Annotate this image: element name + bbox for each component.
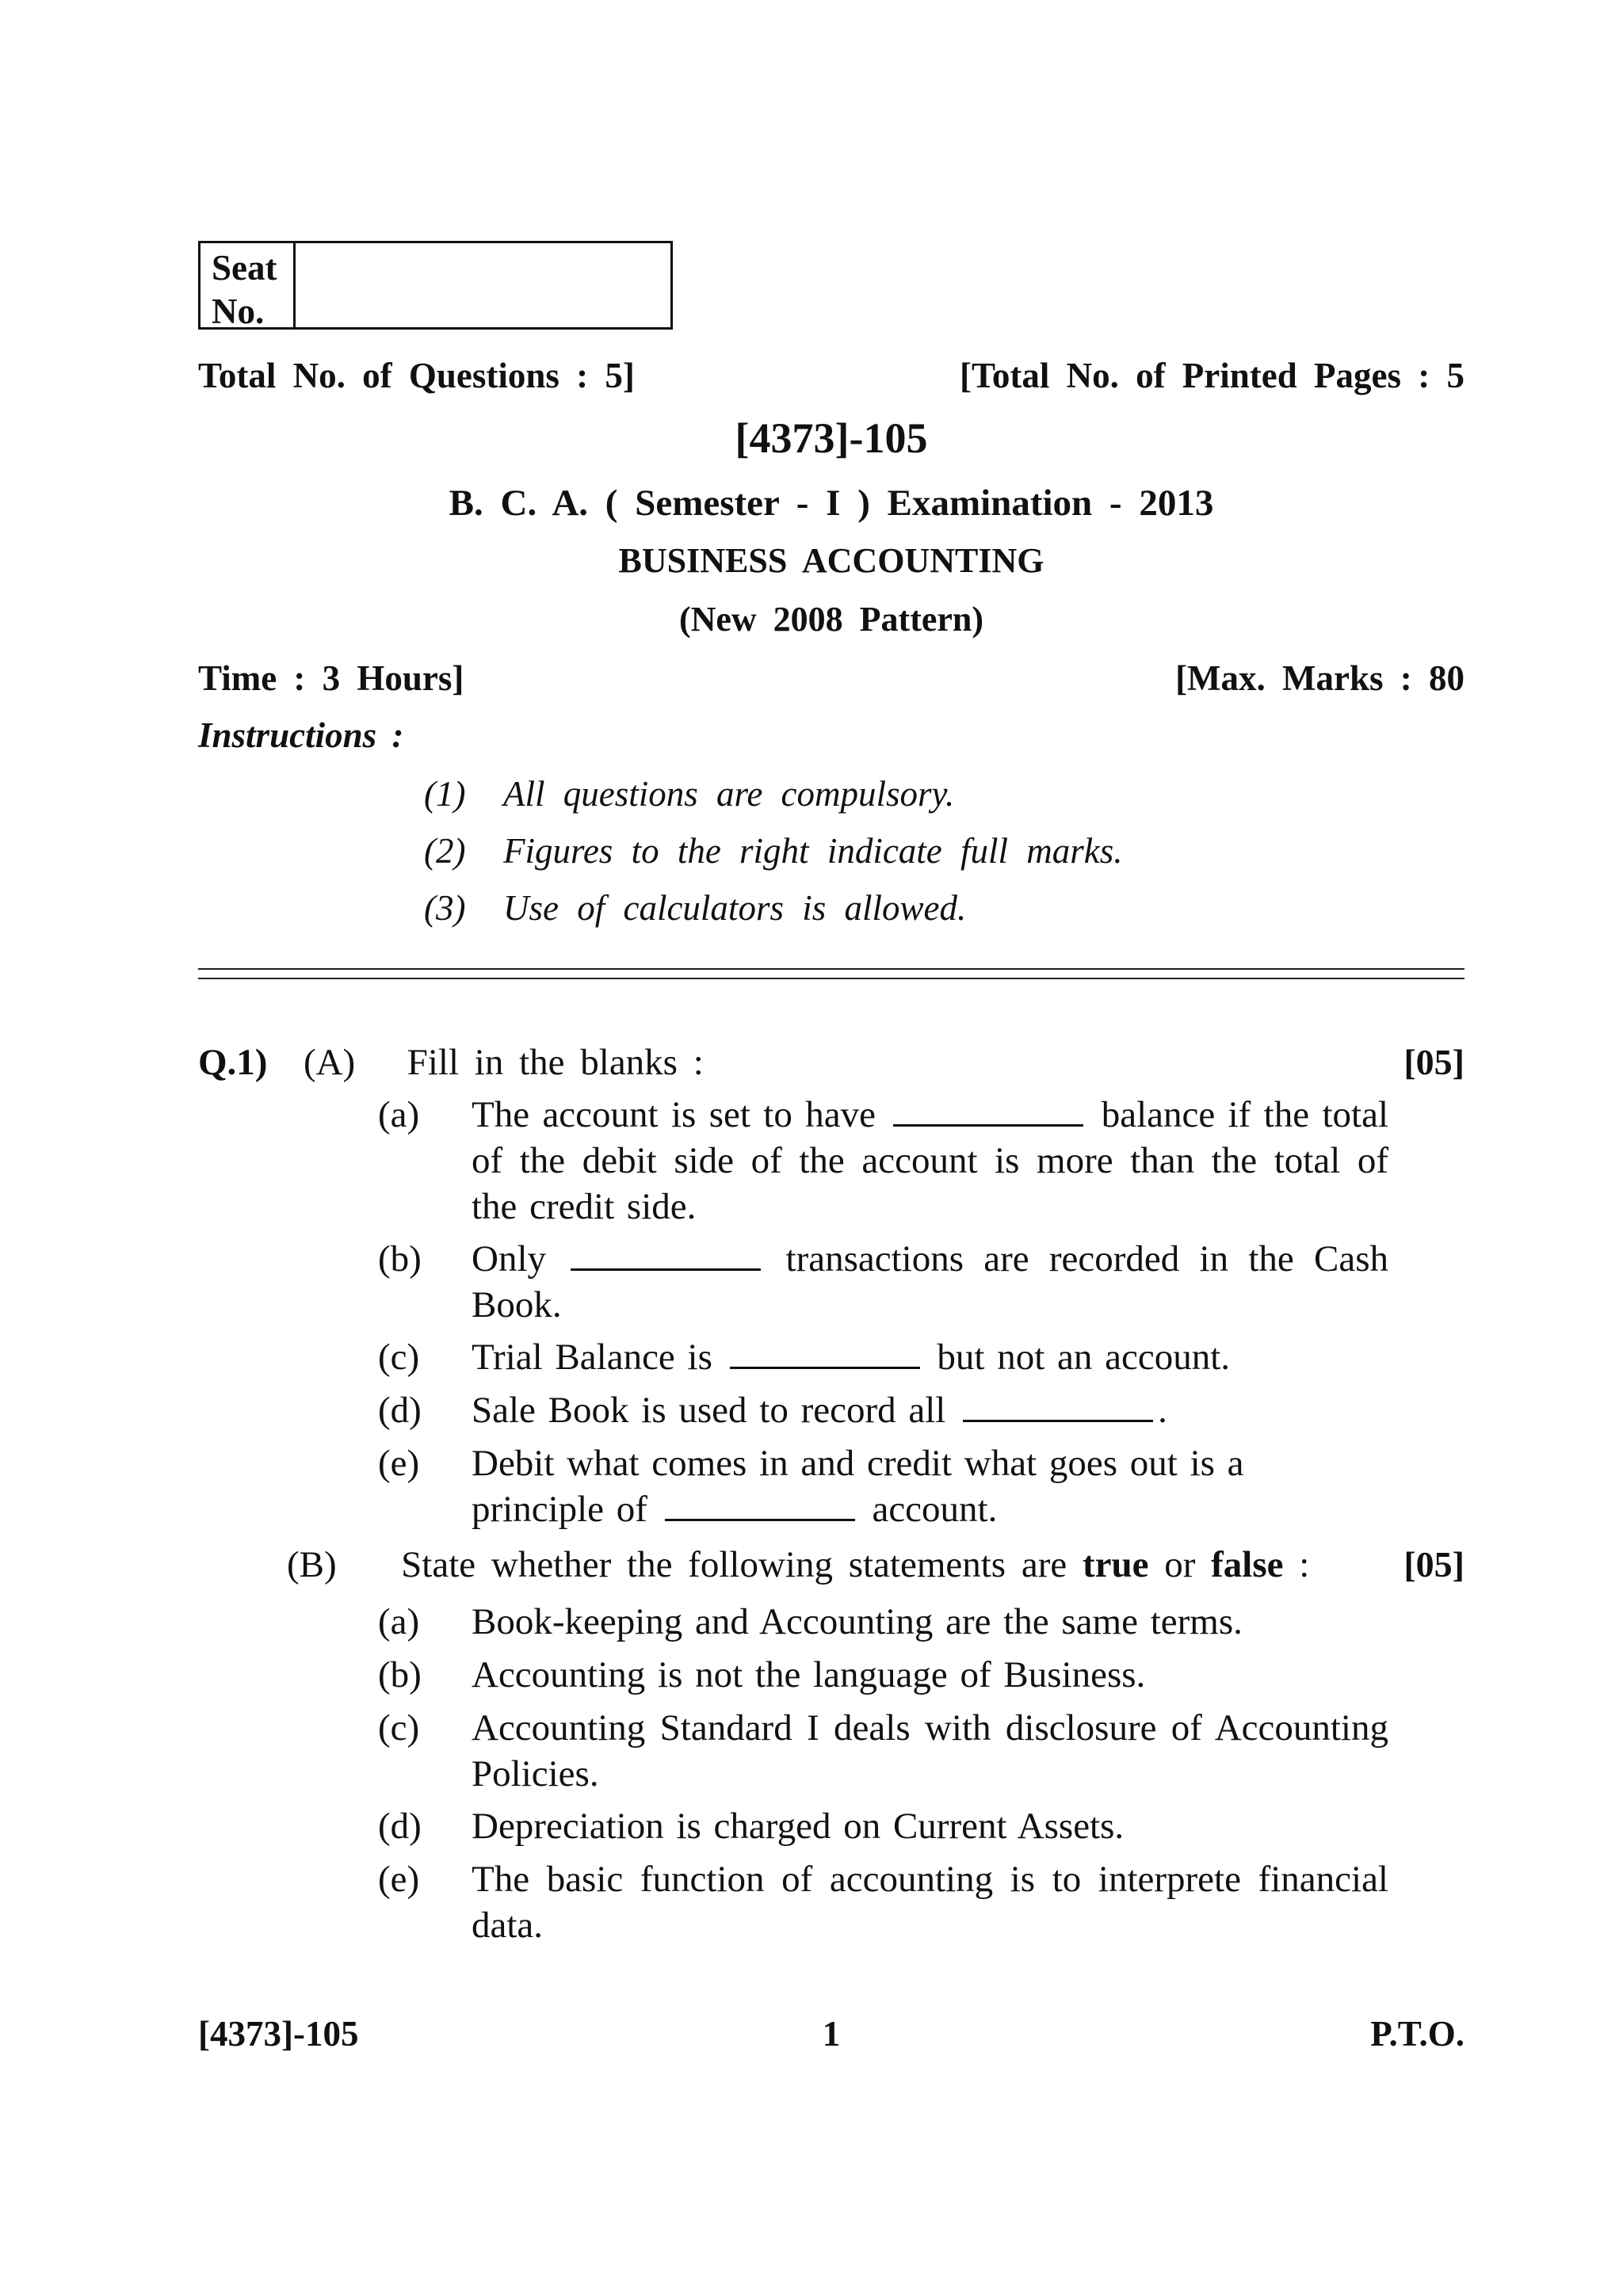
- instruction-item: [424, 776, 954, 812]
- part-label: (B): [287, 1544, 337, 1585]
- answer-blank: [963, 1390, 1153, 1422]
- question-heading-q1a: [198, 1044, 704, 1081]
- item-text: .: [1158, 1390, 1167, 1431]
- item-text: Book-keeping and Accounting are the same terms.: [472, 1601, 1243, 1642]
- question-item: [378, 1652, 1388, 1698]
- seat-number-label: Seat No.: [200, 243, 296, 327]
- question-item: [378, 1334, 1388, 1380]
- question-item: [378, 1803, 1388, 1849]
- instruction-text: Use of calculators is allowed.: [503, 888, 967, 928]
- item-text: Only: [472, 1238, 546, 1280]
- question-item: [378, 1236, 1388, 1328]
- item-label: (b): [378, 1238, 422, 1280]
- question-item: [378, 1387, 1388, 1433]
- item-text: Depreciation is charged on Current Assets.: [472, 1806, 1125, 1847]
- colon: :: [1299, 1544, 1310, 1585]
- total-questions: Total No. of Questions : 5]: [198, 356, 635, 395]
- answer-blank: [665, 1489, 855, 1521]
- footer-pto: P.T.O.: [1370, 2014, 1465, 2054]
- pattern-note: (New 2008 Pattern): [678, 600, 984, 639]
- item-label: (d): [378, 1390, 422, 1431]
- part-label: (A): [303, 1042, 356, 1083]
- part-title: State whether the following statements are: [401, 1544, 1067, 1585]
- item-label: (e): [378, 1443, 420, 1484]
- item-label: (e): [378, 1859, 420, 1900]
- instruction-text: All questions are compulsory.: [503, 774, 955, 814]
- item-text: but not an account.: [937, 1337, 1231, 1378]
- item-label: (c): [378, 1707, 420, 1749]
- divider-rule: [198, 978, 1465, 979]
- question-item: [378, 1705, 1388, 1797]
- instruction-text: Figures to the right indicate full marks.: [503, 831, 1123, 871]
- part-title: Fill in the blanks :: [407, 1042, 704, 1083]
- item-text: balance if the total of the debit side of the account is more than the total of the credit side.: [472, 1094, 1389, 1227]
- item-label: (c): [378, 1337, 420, 1378]
- part-marks: [05]: [1403, 1544, 1465, 1585]
- footer-paper-code: [4373]-105: [198, 2014, 359, 2054]
- item-text: Sale Book is used to record all: [472, 1390, 946, 1431]
- item-text: Debit what comes in and credit what goes out is a principle of: [472, 1443, 1244, 1530]
- item-text: Trial Balance is: [472, 1337, 712, 1378]
- instruction-number: (2): [424, 831, 466, 871]
- part-marks: [05]: [1403, 1042, 1465, 1082]
- max-marks: [Max. Marks : 80: [1175, 658, 1465, 698]
- answer-blank: [730, 1337, 920, 1369]
- item-label: (a): [378, 1094, 420, 1135]
- item-text: The account is set to have: [472, 1094, 876, 1135]
- question-number: Q.1): [198, 1042, 268, 1083]
- question-heading-q1b: [287, 1544, 1310, 1585]
- instruction-number: (1): [424, 774, 466, 814]
- item-label: (d): [378, 1806, 422, 1847]
- subject-title: BUSINESS ACCOUNTING: [618, 541, 1044, 580]
- instruction-number: (3): [424, 888, 466, 928]
- item-text: The basic function of accounting is to interprete financial data.: [472, 1859, 1388, 1946]
- exam-time: Time : 3 Hours]: [198, 658, 464, 698]
- question-item: [378, 1440, 1388, 1532]
- instruction-item: [424, 888, 967, 928]
- false-word: false: [1211, 1544, 1284, 1585]
- item-text: Accounting is not the language of Business.: [472, 1654, 1146, 1695]
- item-text: Accounting Standard I deals with disclosure of Accounting Policies.: [472, 1707, 1388, 1794]
- question-item: [378, 1599, 1388, 1645]
- instruction-item: [424, 833, 1123, 869]
- seat-number-field: [296, 243, 670, 327]
- paper-code: [4373]-105: [735, 414, 928, 462]
- instructions-heading: Instructions :: [198, 715, 404, 755]
- total-printed-pages: [Total No. of Printed Pages : 5: [959, 356, 1465, 395]
- question-item: [378, 1092, 1388, 1230]
- true-word: true: [1082, 1544, 1149, 1585]
- item-label: (b): [378, 1654, 422, 1695]
- item-text: account.: [872, 1489, 998, 1530]
- item-label: (a): [378, 1601, 420, 1642]
- seat-number-box: [198, 241, 673, 330]
- item-text: transactions are recorded in the Cash Book.: [472, 1238, 1389, 1325]
- divider-rule: [198, 968, 1465, 970]
- page-number: 1: [822, 2014, 841, 2054]
- or-word: or: [1164, 1544, 1196, 1585]
- answer-blank: [571, 1238, 761, 1271]
- answer-blank: [893, 1094, 1083, 1127]
- exam-title: B. C. A. ( Semester - I ) Examination - 2013: [449, 482, 1214, 524]
- question-item: [378, 1856, 1388, 1948]
